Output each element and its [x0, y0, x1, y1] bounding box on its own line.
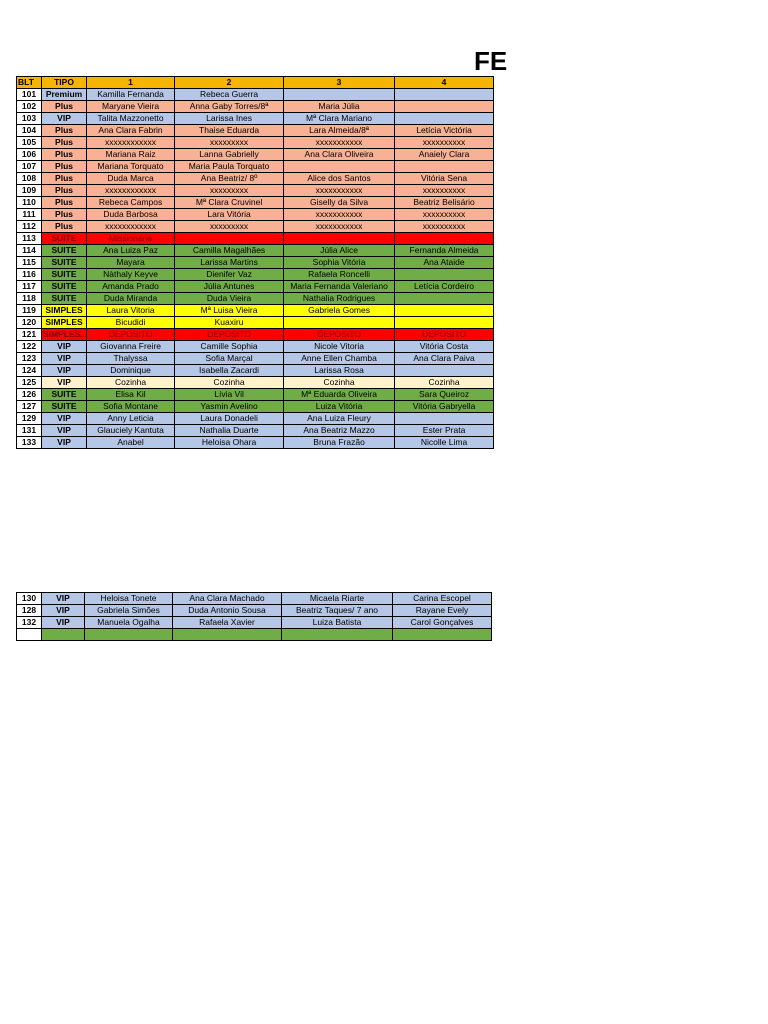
- room-type: VIP: [42, 365, 87, 377]
- room-type: Premium: [42, 89, 87, 101]
- room-number: 108: [17, 173, 42, 185]
- col-2-cell: Camille Sophia: [175, 341, 284, 353]
- col-1-cell: Glauciely Kantuta: [87, 425, 175, 437]
- col-2-cell: xxxxxxxxx: [175, 185, 284, 197]
- col-4-cell: Rayane Evely: [393, 605, 492, 617]
- table-row: [17, 281, 494, 293]
- table-row: [17, 269, 494, 281]
- table-row: [17, 389, 494, 401]
- col-3-cell: Giselly da Silva: [284, 197, 395, 209]
- room-type: Plus: [42, 161, 87, 173]
- col-2-cell: Lanna Gabrielly: [175, 149, 284, 161]
- table-row: [17, 113, 494, 125]
- col-1-cell: Bicudidi: [87, 317, 175, 329]
- col-2-cell: [173, 629, 282, 641]
- room-number: 114: [17, 245, 42, 257]
- col-3-cell: Lara Almeida/8ª: [284, 125, 395, 137]
- col-2-cell: [175, 233, 284, 245]
- col-4-cell: xxxxxxxxxx: [395, 137, 494, 149]
- table-row: [17, 293, 494, 305]
- col-3-cell: Bruna Frazão: [284, 437, 395, 449]
- col-3-cell: Mª Clara Mariano: [284, 113, 395, 125]
- col-1-cell: Rebeca Campos: [87, 197, 175, 209]
- room-type: Plus: [42, 209, 87, 221]
- table-row: [17, 353, 494, 365]
- room-type: SUITE: [42, 245, 87, 257]
- col-3-cell: [282, 629, 393, 641]
- col-3-cell: Sophia Vitória: [284, 257, 395, 269]
- col-4-cell: Anaiely Clara: [395, 149, 494, 161]
- col-3-cell: Micaela Riarte: [282, 593, 393, 605]
- room-number: 110: [17, 197, 42, 209]
- col-3-cell: Alice dos Santos: [284, 173, 395, 185]
- room-number: 109: [17, 185, 42, 197]
- col-2-cell: DEPOSITO: [175, 329, 284, 341]
- col-1-cell: Ana Clara Fabrin: [87, 125, 175, 137]
- col-3-cell: Luiza Vitória: [284, 401, 395, 413]
- col-1-cell: Laura Vitoria: [87, 305, 175, 317]
- header-row: [17, 77, 494, 89]
- col-3-cell: xxxxxxxxxxx: [284, 137, 395, 149]
- room-type: [42, 629, 85, 641]
- col-2-cell: Lívia Vil: [175, 389, 284, 401]
- col-1-cell: Ana Luiza Paz: [87, 245, 175, 257]
- col-3-cell: Beatriz Taques/ 7 ano: [282, 605, 393, 617]
- room-type: VIP: [42, 605, 85, 617]
- room-number: 121: [17, 329, 42, 341]
- col-1-cell: Sofia Montane: [87, 401, 175, 413]
- table-row: [17, 173, 494, 185]
- room-type: VIP: [42, 113, 87, 125]
- room-number: 128: [17, 605, 42, 617]
- table-row: [17, 317, 494, 329]
- room-number: 102: [17, 101, 42, 113]
- room-number: 131: [17, 425, 42, 437]
- col-4-cell: Beatriz Belisário: [395, 197, 494, 209]
- col-3-cell: Rafaela Roncelli: [284, 269, 395, 281]
- col-4-cell: Letícia Victória: [395, 125, 494, 137]
- col-3-cell: Ana Beatriz Mazzo: [284, 425, 395, 437]
- room-number: 130: [17, 593, 42, 605]
- room-number: 112: [17, 221, 42, 233]
- col-3-cell: [284, 233, 395, 245]
- room-number: 123: [17, 353, 42, 365]
- col-3-cell: Ana Luiza Fleury: [284, 413, 395, 425]
- col-1-cell: xxxxxxxxxxxx: [87, 221, 175, 233]
- col-3-cell: [284, 161, 395, 173]
- col-2-cell: Camilla Magalhães: [175, 245, 284, 257]
- table-row: [17, 365, 494, 377]
- room-type: Plus: [42, 221, 87, 233]
- col-1-cell: Anabel: [87, 437, 175, 449]
- page-title: FE: [474, 46, 508, 76]
- column-header: BLT: [17, 77, 42, 89]
- table-row: [17, 305, 494, 317]
- room-number: [17, 629, 42, 641]
- col-2-cell: Yasmin Avelino: [175, 401, 284, 413]
- table-row: [17, 161, 494, 173]
- table-row: [17, 593, 492, 605]
- table-row: [17, 257, 494, 269]
- room-type: Plus: [42, 197, 87, 209]
- col-3-cell: [284, 89, 395, 101]
- room-type: VIP: [42, 425, 87, 437]
- room-type: SIMPLES: [42, 305, 87, 317]
- room-number: 107: [17, 161, 42, 173]
- col-1-cell: Duda Marca: [87, 173, 175, 185]
- col-2-cell: Júlia Antunes: [175, 281, 284, 293]
- table-row: [17, 197, 494, 209]
- room-number: 129: [17, 413, 42, 425]
- room-number: 122: [17, 341, 42, 353]
- col-2-cell: xxxxxxxxx: [175, 221, 284, 233]
- column-header: 2: [175, 77, 284, 89]
- table-row: [17, 101, 494, 113]
- table-row: [17, 425, 494, 437]
- col-4-cell: Carol Gonçalves: [393, 617, 492, 629]
- col-2-cell: Kuaxiru: [175, 317, 284, 329]
- table-row: [17, 209, 494, 221]
- col-2-cell: Cozinha: [175, 377, 284, 389]
- col-3-cell: Ana Clara Oliveira: [284, 149, 395, 161]
- col-3-cell: Gabriela Gomes: [284, 305, 395, 317]
- col-4-cell: xxxxxxxxxx: [395, 185, 494, 197]
- room-table: [16, 76, 494, 449]
- room-type: VIP: [42, 377, 87, 389]
- room-table-secondary: [16, 592, 492, 641]
- column-header: TIPO: [42, 77, 87, 89]
- col-2-cell: Rafaela Xavier: [173, 617, 282, 629]
- table-row: [17, 125, 494, 137]
- col-1-cell: Duda Barbosa: [87, 209, 175, 221]
- col-4-cell: [395, 305, 494, 317]
- col-3-cell: DEPOSITO: [284, 329, 395, 341]
- col-3-cell: xxxxxxxxxxx: [284, 221, 395, 233]
- room-type: VIP: [42, 593, 85, 605]
- col-2-cell: Ana Beatriz/ 8º: [175, 173, 284, 185]
- col-1-cell: DEPOSITO: [87, 329, 175, 341]
- room-type: SIMPLES..: [43, 329, 86, 339]
- column-header: 4: [395, 77, 494, 89]
- room-number: 132: [17, 617, 42, 629]
- room-type: Plus: [42, 173, 87, 185]
- room-number: 111: [17, 209, 42, 221]
- room-type: Plus: [42, 101, 87, 113]
- table-row: [17, 137, 494, 149]
- col-2-cell: Sofia Marçal: [175, 353, 284, 365]
- col-1-cell: Cozinha: [87, 377, 175, 389]
- room-type: Plus: [42, 137, 87, 149]
- col-2-cell: Laura Donadeli: [175, 413, 284, 425]
- col-4-cell: [395, 161, 494, 173]
- col-1-cell: Talita Mazzonetto: [87, 113, 175, 125]
- col-2-cell: Thaise Eduarda: [175, 125, 284, 137]
- col-2-cell: Dienifer Vaz: [175, 269, 284, 281]
- room-number: 113: [17, 233, 42, 245]
- col-4-cell: Vitória Sena: [395, 173, 494, 185]
- col-2-cell: Maria Paula Torquato: [175, 161, 284, 173]
- col-4-cell: Nicolle Lima: [395, 437, 494, 449]
- col-1-cell: xxxxxxxxxxxx: [87, 185, 175, 197]
- col-1-cell: Dominique: [87, 365, 175, 377]
- room-type: VIP: [42, 617, 85, 629]
- col-1-cell: Duda Miranda: [87, 293, 175, 305]
- col-2-cell: Nathalia Duarte: [175, 425, 284, 437]
- col-4-cell: Ana Ataide: [395, 257, 494, 269]
- room-type: Plus: [42, 125, 87, 137]
- col-4-cell: Ester Prata: [395, 425, 494, 437]
- col-3-cell: xxxxxxxxxxx: [284, 185, 395, 197]
- room-number: 120: [17, 317, 42, 329]
- room-type: VIP: [42, 341, 87, 353]
- room-number: 126: [17, 389, 42, 401]
- col-3-cell: Cozinha: [284, 377, 395, 389]
- room-type: SUITE: [42, 233, 87, 245]
- column-header: 1: [87, 77, 175, 89]
- col-3-cell: xxxxxxxxxxx: [284, 209, 395, 221]
- table-row: [17, 629, 492, 641]
- col-3-cell: Larissa Rosa: [284, 365, 395, 377]
- col-4-cell: [395, 365, 494, 377]
- col-4-cell: Sara Queiroz: [395, 389, 494, 401]
- col-4-cell: Vitória Costa: [395, 341, 494, 353]
- col-4-cell: Carina Escopel: [393, 593, 492, 605]
- room-number: 119: [17, 305, 42, 317]
- col-1-cell: xxxxxxxxxxxx: [87, 137, 175, 149]
- col-1-cell: Heloisa Tonete: [85, 593, 173, 605]
- table-row: [17, 233, 494, 245]
- col-3-cell: Maria Fernanda Valeriano: [284, 281, 395, 293]
- col-4-cell: Fernanda Almeida: [395, 245, 494, 257]
- col-1-cell: Elisa Kil: [87, 389, 175, 401]
- col-4-cell: [395, 293, 494, 305]
- room-type: SUITE: [42, 389, 87, 401]
- room-number: 106: [17, 149, 42, 161]
- col-2-cell: Mª Clara Cruvinel: [175, 197, 284, 209]
- col-4-cell: [395, 233, 494, 245]
- col-3-cell: Anne Ellen Chamba: [284, 353, 395, 365]
- col-1-cell: [85, 629, 173, 641]
- room-number: 127: [17, 401, 42, 413]
- room-number: 118: [17, 293, 42, 305]
- table-row: [17, 89, 494, 101]
- room-number: 103: [17, 113, 42, 125]
- room-type: VIP: [42, 413, 87, 425]
- col-4-cell: xxxxxxxxxx: [395, 221, 494, 233]
- col-2-cell: Duda Antonio Sousa: [173, 605, 282, 617]
- room-number: 125: [17, 377, 42, 389]
- col-1-cell: Anny Leticia: [87, 413, 175, 425]
- col-1-cell: Manuela Ogalha: [85, 617, 173, 629]
- col-2-cell: Rebeca Guerra: [175, 89, 284, 101]
- room-number: 115: [17, 257, 42, 269]
- col-1-cell: Mariana Torquato: [87, 161, 175, 173]
- col-4-cell: [393, 629, 492, 641]
- table-row: [17, 413, 494, 425]
- col-4-cell: Vitória Gabryella: [395, 401, 494, 413]
- table-row: [17, 329, 494, 341]
- col-2-cell: Isabella Zacardi: [175, 365, 284, 377]
- room-number: 101: [17, 89, 42, 101]
- col-4-cell: xxxxxxxxxx: [395, 209, 494, 221]
- table-row: [17, 437, 494, 449]
- table-row: [17, 221, 494, 233]
- col-1-cell: Kamilla Fernanda: [87, 89, 175, 101]
- col-4-cell: Letícia Cordeiro: [395, 281, 494, 293]
- col-4-cell: [395, 269, 494, 281]
- col-2-cell: Anna Gaby Torres/8ª: [175, 101, 284, 113]
- col-3-cell: Luiza Batista: [282, 617, 393, 629]
- col-4-cell: Cozinha: [395, 377, 494, 389]
- room-type: SUITE: [42, 281, 87, 293]
- col-2-cell: Mª Luisa Vieira: [175, 305, 284, 317]
- room-type: SIMPLES: [42, 317, 87, 329]
- table-row: [17, 245, 494, 257]
- column-header: 3: [284, 77, 395, 89]
- col-4-cell: Ana Clara Paiva: [395, 353, 494, 365]
- col-2-cell: Larissa Martins: [175, 257, 284, 269]
- col-4-cell: [395, 113, 494, 125]
- col-2-cell: Lara Vitória: [175, 209, 284, 221]
- room-number: 133: [17, 437, 42, 449]
- col-3-cell: Nicole Vitoria: [284, 341, 395, 353]
- room-type: SUITE: [42, 269, 87, 281]
- room-type: SUITE: [42, 293, 87, 305]
- col-2-cell: Heloisa Ohara: [175, 437, 284, 449]
- col-1-cell: Gabriela Simões: [85, 605, 173, 617]
- col-4-cell: DEPOSITO: [395, 329, 494, 341]
- col-1-cell: Thalyssa: [87, 353, 175, 365]
- room-type: VIP: [42, 353, 87, 365]
- col-3-cell: Maria Júlia: [284, 101, 395, 113]
- room-number: 104: [17, 125, 42, 137]
- table-row: [17, 149, 494, 161]
- room-type: SUITE: [42, 257, 87, 269]
- col-1-cell: Giovanna Freire: [87, 341, 175, 353]
- col-2-cell: Duda Vieira: [175, 293, 284, 305]
- col-3-cell: Mª Eduarda Oliveira: [284, 389, 395, 401]
- table-row: [17, 341, 494, 353]
- col-4-cell: [395, 101, 494, 113]
- col-1-cell: Amanda Prado: [87, 281, 175, 293]
- col-4-cell: [395, 317, 494, 329]
- room-type: Plus: [42, 185, 87, 197]
- col-2-cell: Ana Clara Machado: [173, 593, 282, 605]
- col-1-cell: Mariana Raiz: [87, 149, 175, 161]
- col-4-cell: [395, 413, 494, 425]
- table-row: [17, 185, 494, 197]
- room-number: 117: [17, 281, 42, 293]
- room-type: SUITE: [42, 401, 87, 413]
- table-row: [17, 401, 494, 413]
- col-1-cell: Maryane Vieira: [87, 101, 175, 113]
- table-row: [17, 617, 492, 629]
- table-row: [17, 377, 494, 389]
- room-number: 124: [17, 365, 42, 377]
- room-type: VIP: [42, 437, 87, 449]
- col-3-cell: Júlia Alice: [284, 245, 395, 257]
- table-row: [17, 605, 492, 617]
- col-2-cell: Larissa Ines: [175, 113, 284, 125]
- col-1-cell: Nàthaly Keyve: [87, 269, 175, 281]
- col-2-cell: xxxxxxxxx: [175, 137, 284, 149]
- room-number: 116: [17, 269, 42, 281]
- room-type: Plus: [42, 149, 87, 161]
- col-3-cell: [284, 317, 395, 329]
- col-4-cell: [395, 89, 494, 101]
- room-number: 105: [17, 137, 42, 149]
- col-3-cell: Nathalia Rodrigues: [284, 293, 395, 305]
- col-1-cell: Missionária: [87, 233, 175, 245]
- col-1-cell: Mayara: [87, 257, 175, 269]
